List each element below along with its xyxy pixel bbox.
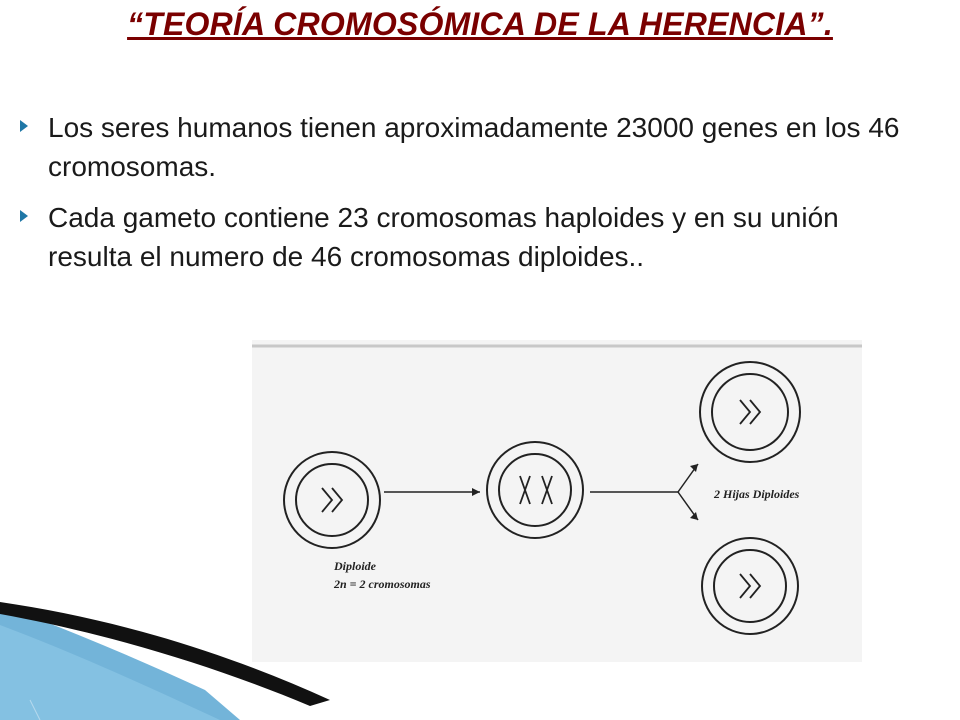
highlight-line <box>30 700 40 720</box>
cell-division-figure <box>252 340 862 662</box>
triangle-bullet-icon <box>20 210 28 222</box>
bullet-list <box>20 108 920 288</box>
bullet-text: Cada gameto contiene 23 cromosomas haploides y en su unión resulta el numero de 46 cromosomas diploides.. <box>48 202 839 272</box>
blue-wave-shape <box>0 605 240 720</box>
bullet-item <box>20 198 920 276</box>
daughters-label: 2 Hijas Diploides <box>714 487 800 501</box>
figure-background <box>252 340 862 662</box>
diploid-label: Diploide <box>334 559 376 573</box>
bullet-item <box>20 108 920 186</box>
formula-label: 2n = 2 cromosomas <box>334 577 431 591</box>
light-blue-wave-shape <box>0 625 220 720</box>
bullet-text: Los seres humanos tienen aproximadamente 23000 genes en los 46 cromosomas. <box>48 112 900 182</box>
slide-title: “TEORÍA CROMOSÓMICA DE LA HERENCIA”. <box>127 6 833 42</box>
triangle-bullet-icon <box>20 120 28 132</box>
